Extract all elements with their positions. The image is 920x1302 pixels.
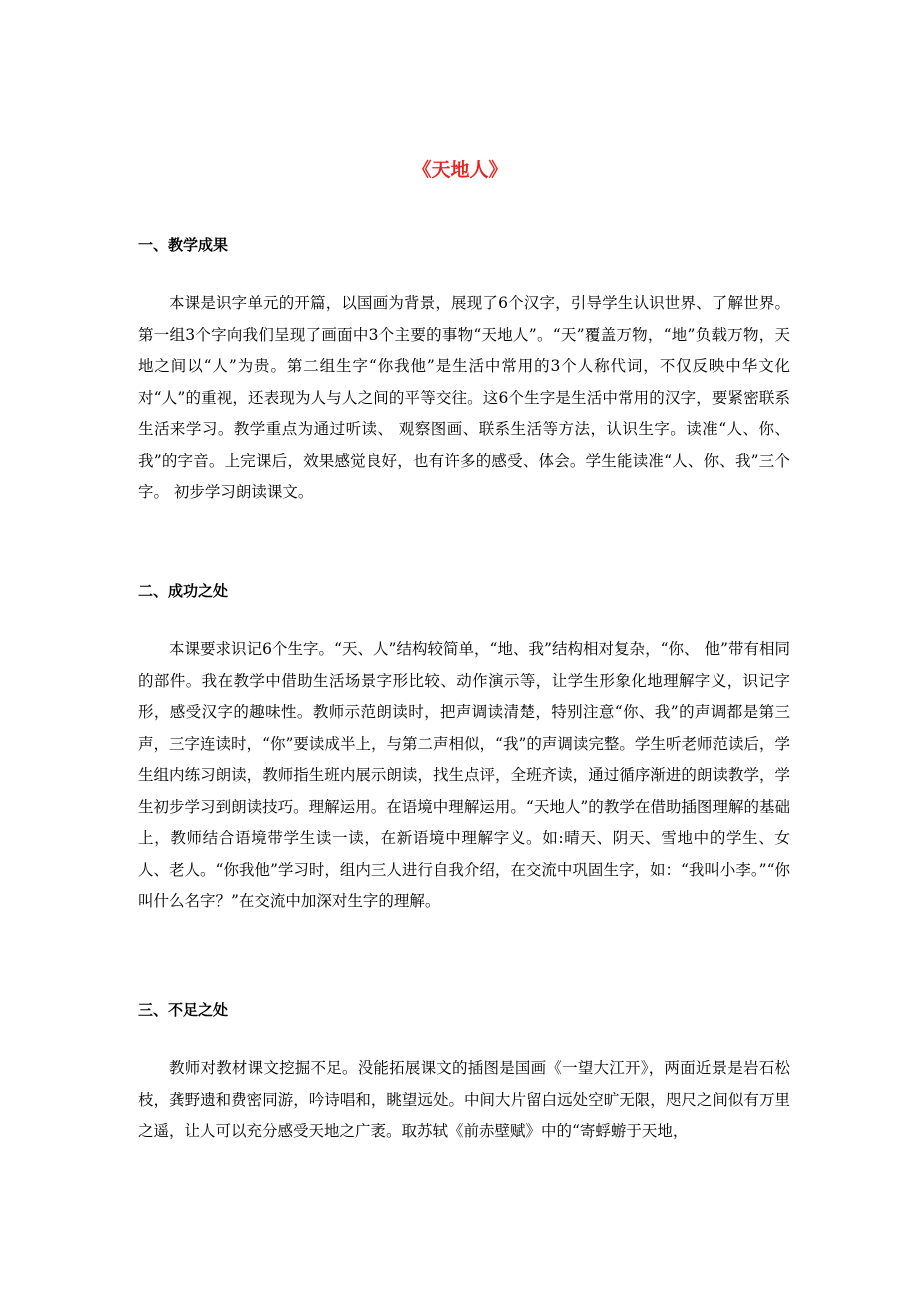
section-heading-successes: 二、成功之处 [138,582,229,600]
section-heading-teaching-results: 一、教学成果 [138,236,229,254]
section-paragraph-teaching-results: 本课是识字单元的开篇，以国画为背景，展现了6个汉字，引导学生认识世界、了解世界。第一组3个字向我们呈现了画面中3个主要的事物“天地人”。“天”覆盖万物，“地”负载万物，天地之间以“人”为贵。第二组生字“你我他”是生活中常用的3个人称代词，不仅反映中华文化对“人”的重视，还表现为人与人之间的平等交往。这6个生字是生活中常用的汉字，要紧密联系生活来学习。教学重点为通过听读、 观察图画、联系生活等方法，认识生字。读准“人、你、我”的字音。上完课后，效果感觉良好，也有许多的感受、体会。学生能读准“人、你、我”三个字。 初步学习朗读课文。 [138,294,790,501]
section-paragraph-shortcomings: 教师对教材课文挖掘不足。没能拓展课文的插图是国画《一望大江开》，两面近景是岩石松枝，龚野遗和费密同游，吟诗唱和，眺望远处。中间大片留白远处空旷无限，咫尺之间似有万里之遥，让人可以充分感受天地之广袤。取苏轼《前赤壁赋》中的“寄蜉蝣于天地， [138,1059,790,1140]
section-heading-shortcomings: 三、不足之处 [138,1001,229,1019]
document-title: 《天地人》 [412,159,508,181]
section-paragraph-successes: 本课要求识记6个生字。“天、人”结构较简单，“地、我”结构相对复杂，“你、 他”带有相同的部件。我在教学中借助生活场景字形比较、动作演示等，让学生形象化地理解字义，识记字形，感受汉字的趣味性。教师示范朗读时，把声调读清楚，特别注意“你、我”的声调都是第三声，三字连读时，“你”要读成半上，与第二声相似，“我”的声调读完整。学生听老师范读后，学生组内练习朗读，教师指生班内展示朗读，找生点评，全班齐读，通过循序渐进的朗读教学，学生初步学习到朗读技巧。理解运用。在语境中理解运用。“天地人”的教学在借助插图理解的基础上，教师结合语境带学生读一读，在新语境中理解字义。如:晴天、阴天、雪地中的学生、女人、老人。“你我他”学习时，组内三人进行自我介绍，在交流中巩固生字，如：“我叫小李。”“你叫什么名字？”在交流中加深对生字的理解。 [138,640,790,910]
